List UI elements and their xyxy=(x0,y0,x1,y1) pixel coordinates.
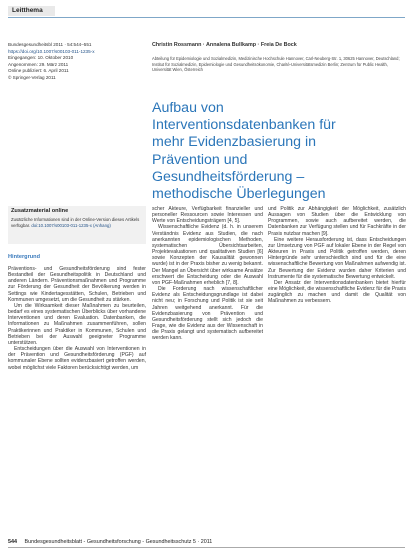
author-affiliation: Abteilung für Epidemiologie und Sozialmedizin, Medizinische Hochschule Hannover, Carl-Neuberg-Str. 1, 30625 Hannover, Deutschland; Institut für Sozialmedizin, Epidemiologie und Gesundheitsökonomie, Charité-Universitätsmedizin Berlin; Zentrum für Public Health, Universität Wien, Österreich xyxy=(152,56,400,73)
body-column-2 xyxy=(152,206,263,341)
paragraph: scher Akteure, Verfügbarkeit finanzieller und personeller Ressourcen sowie Interessen und Werte von Entscheidungsträgern [4, 5]. xyxy=(152,206,263,225)
page-number: 544 xyxy=(8,539,17,545)
journal-footer: Bundesgesundheitsblatt - Gesundheitsforschung - Gesundheitsschutz 5 · 2011 xyxy=(24,539,213,545)
supplement-heading: Zusatzmaterial online xyxy=(11,208,69,214)
paragraph: Präventions- und Gesundheitsförderung sind fester Bestandteil der Gesundheitspolitik in Deutschland und anderen Ländern. Präventionsmaßnahmen und Programme zur Förderung der Gesundheit der Bevölkerung werden in Settings wie Kindertagesstätten, Schulen, Betrieben und Kommunen umgesetzt, um die Gesundheit zu stärken. xyxy=(8,266,146,303)
paragraph: Der Ansatz der Interventionsdatenbanken bietet hierfür eine Möglichkeit, die wissenschaftliche Evidenz für die Praxis zugänglich zu machen und damit die Qualität von Maßnahmen zu verbessern. xyxy=(268,279,406,305)
section-tag: Leitthema xyxy=(8,6,55,16)
page-footer xyxy=(8,539,212,545)
section-tag-bar xyxy=(8,6,405,18)
title-line: Interventionsdatenbanken für xyxy=(152,117,336,134)
article-meta xyxy=(8,42,146,82)
section-heading: Hintergrund xyxy=(8,254,41,260)
author-list: Christin Rossmann · Annalena Bullkamp · Freia De Bock xyxy=(152,42,297,48)
article-title xyxy=(152,100,407,203)
paragraph: und Politik zur Abhängigkeit der Möglichkeit, zusätzlich Aussagen von Studien über die Entwicklung von Programmen, sowie auch aufbereitet werden, die Datenbanken zur Verfügung stellen und für Fachkräfte in der Praxis nutzbar machen [9]. xyxy=(268,206,406,237)
doi-link[interactable]: https://doi.org/10.1007/s00103-011-1235-x xyxy=(8,48,95,54)
supplement-box xyxy=(8,206,146,244)
online-date: Online publiziert: 6. April 2011 xyxy=(8,68,69,74)
title-line: Aufbau von xyxy=(152,100,224,116)
paragraph: Um die Wirksamkeit dieser Maßnahmen zu beurteilen, bedarf es eines systematischen Überblicks über vorhandene Interventionen und deren Evaluation. Datenbanken, die Informationen zu Maßnahmen zusammenführen, sollen Praktikerinnen und Praktiker in Kommunen, Schulen und Betrieben bei der Auswahl geeigneter Programme unterstützen. xyxy=(8,302,146,346)
journal-citation: Bundesgesundheitsbl 2011 · 54:544–551 xyxy=(8,42,92,47)
copyright-line: © Springer-Verlag 2011 xyxy=(8,74,56,80)
accepted-date: Angenommen: 29. März 2011 xyxy=(8,61,69,67)
title-line: Prävention und xyxy=(152,151,248,168)
paragraph: Wissenschaftliche Evidenz (d. h. in unserem Verständnis Evidenz aus Studien, die nach anerkannten epidemiologischen Methoden, systematischen Übersichtsarbeiten, Projektevaluationen und qualitativen Studien [6] sowie Konzepten der Kausalität gewonnen wurde) ist in der Praxis bisher zu wenig bekannt. Der Mangel an Übersicht über wirksame Ansätze erschwert die Entscheidung oder die Auswahl von PGF-Maßnahmen erheblich [7, 8]. xyxy=(152,224,263,286)
paragraph: Entscheidungen über die Auswahl von Interventionen in der Prävention und Gesundheitsförderung (PGF) auf kommunaler Ebene sollten evidenzbasiert getroffen werden, wobei möglichst viele Faktoren berücksichtigt werden, um xyxy=(8,346,146,371)
title-line: Gesundheitsförderung – xyxy=(152,168,305,185)
paragraph: Die Forderung nach wissenschaftlicher Evidenz als Entscheidungsgrundlage ist dabei nicht neu; in Forschung und Politik ist sie seit Jahren weitgehend anerkannt. Für die Evidenzbasierung von Prävention und Gesundheitsförderung stellt sich jedoch die Frage, wie die Evidenz aus der Wissenschaft in die Praxis gelangt und systematisch aufbereitet werden kann. xyxy=(152,286,263,342)
paragraph: Eine weitere Herausforderung ist, dass Entscheidungen zur Umsetzung von PGF auf lokaler Ebene in der Regel von Akteuren in Praxis und Politik getroffen werden, deren Hintergründe sehr unterschiedlich sind und für die eine wissenschaftliche Bewertung von Maßnahmen aufwendig ist. Zur Bewertung der Evidenz wurden daher Kriterien und Instrumente für die systematische Bewertung entwickelt. xyxy=(268,236,406,280)
supplement-text-block xyxy=(11,217,143,229)
supplement-text: Zusätzliche Informationen sind in der Online-Version dieses Artikels verfügbar. xyxy=(11,217,140,228)
title-line: mehr Evidenzbasierung in xyxy=(152,134,317,151)
body-column-3 xyxy=(268,206,406,305)
footer-rule xyxy=(8,547,405,548)
received-date: Eingegangen: 10. Oktober 2010 xyxy=(8,55,74,61)
body-column-1 xyxy=(8,266,146,371)
supplement-link[interactable]: doi:10.1007/s00103-011-1235-x (Anhang) xyxy=(31,222,111,228)
title-line: methodische Überlegungen xyxy=(152,186,326,203)
